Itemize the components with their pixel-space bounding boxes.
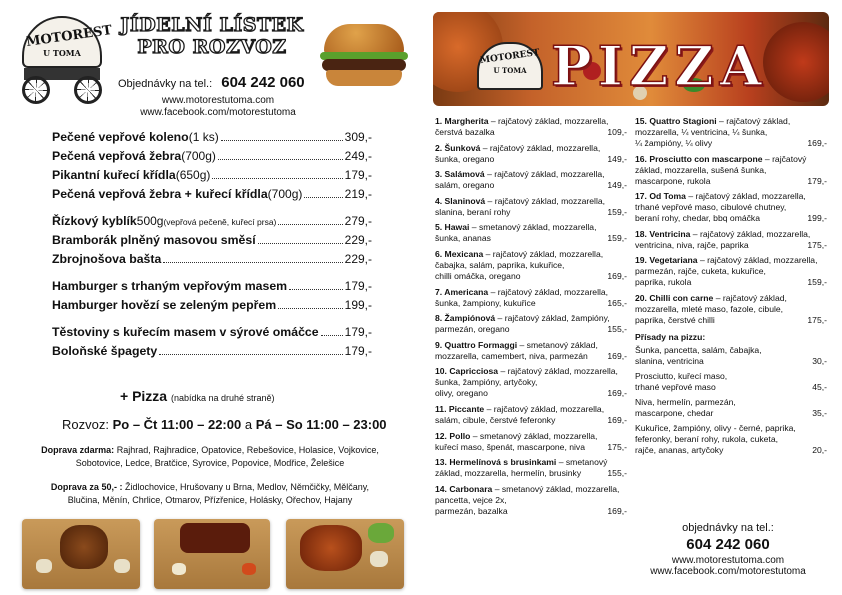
pizza-description: – rajčatový základ, mozzarella, čabajka, salám, paprika, kukuřice, <box>435 248 604 270</box>
menu-item-price: 229,- <box>344 252 372 266</box>
pizza-description-end: mascarpone, rukola <box>635 175 711 186</box>
pizza-column-right <box>635 116 829 460</box>
free-delivery-label: Doprava zdarma: <box>41 445 115 455</box>
pizza-price: 169,- <box>607 505 627 516</box>
motorest-logo <box>16 12 114 108</box>
leader-dots <box>258 243 343 244</box>
pizza-description-end: parmezán, bazalka <box>435 505 508 516</box>
addon-price: 35,- <box>812 407 827 418</box>
pizza-price: 169,- <box>607 414 627 425</box>
pizza-price: 149,- <box>607 153 627 164</box>
wagon-wheel-icon <box>74 76 102 104</box>
pizza-item <box>435 287 629 309</box>
order-phone-line <box>118 74 305 91</box>
pizza-name: 17. Od Toma <box>635 191 686 202</box>
pizza-description: – smetanový základ, mozzarella, <box>469 222 597 233</box>
pizza-item <box>435 196 629 218</box>
pizza-price: 149,- <box>607 180 627 191</box>
menu-item-price: 249,- <box>344 149 372 163</box>
leader-dots <box>159 354 342 355</box>
pizza-item <box>635 255 829 288</box>
paid-delivery-label: Doprava za 50,- : <box>50 482 123 492</box>
menu-item <box>52 279 372 298</box>
wagon-wheel-icon <box>22 76 50 104</box>
menu-item-price: 179,- <box>344 344 372 358</box>
leader-dots <box>304 197 342 198</box>
pizza-description: – rajčatový základ, mozzarella, <box>485 195 606 206</box>
menu-item-note: (vepřová pečeně, kuřecí prsa) <box>163 217 277 227</box>
paid-delivery-info <box>38 481 382 507</box>
pizza-item <box>435 366 629 399</box>
pizza-name: 3. Salámová <box>435 169 485 180</box>
pizza-name: 10. Capricciosa <box>435 366 499 377</box>
pizza-item <box>635 293 829 326</box>
pizza-item <box>435 222 629 244</box>
addon-items-end: slanina, ventricina <box>635 355 704 366</box>
pizza-heading: PIZZA <box>551 34 768 98</box>
addon-items: Prosciutto, kuřecí maso, <box>635 370 728 381</box>
menu-item-name: Zbrojnošova bašta <box>52 252 162 266</box>
pizza-name: 20. Chilli con carne <box>635 292 714 303</box>
hours-prefix: Rozvoz: <box>62 417 109 432</box>
menu-item-name: Boloňské špagety <box>52 344 158 358</box>
pizza-description-end: mozzarella, camembert, niva, parmezán <box>435 350 588 361</box>
logo-small-subtext: U TOMA <box>493 66 527 75</box>
facebook-link[interactable]: www.facebook.com/motorestutoma <box>140 107 296 118</box>
pizza-price: 169,- <box>607 388 627 399</box>
menu-item-price: 179,- <box>344 168 372 182</box>
menu-item <box>52 344 372 363</box>
food-photo-kridla <box>286 519 404 589</box>
pizza-item <box>435 169 629 191</box>
menu-item-name: Řízkový kyblík <box>52 214 137 228</box>
addon-price: 45,- <box>812 381 827 392</box>
menu-item-name: Pečené vepřové koleno <box>52 130 189 144</box>
pizza-description-end: paprika, rukola <box>635 277 692 288</box>
leader-dots <box>212 178 342 179</box>
pizza-item <box>435 457 629 479</box>
pizza-price: 175,- <box>607 441 627 452</box>
title-line-2: PRO ROZVOZ <box>137 36 287 58</box>
pizza-name: 8. Žampiónová <box>435 313 496 324</box>
free-delivery-info <box>38 444 382 470</box>
pizza-description: – rajčatový základ, mozzarella, šunka, žampióny, artyčoky, <box>435 366 618 388</box>
pizza-description: – rajčatový základ, mozzarella, <box>484 403 605 414</box>
addon-items-end: mascarpone, chedar <box>635 407 714 418</box>
title-line-1: JÍDELNÍ LÍSTEK <box>120 14 304 36</box>
menu-item <box>52 298 372 317</box>
addon-items: Niva, hermelín, parmezán, <box>635 396 736 407</box>
pizza-price: 165,- <box>607 297 627 308</box>
pizza-item <box>435 340 629 362</box>
pizza-name: 11. Piccante <box>435 403 485 414</box>
menu-list <box>52 130 372 363</box>
leader-dots <box>278 224 342 225</box>
paid-delivery-places: Židlochovice, Hrušovany u Brna, Medlov, Němčičky, Mělčany, Blučina, Měnín, Chrlice, Otmarov, Přízřenice, Holásky, Ořechov, Hajany <box>67 482 370 505</box>
pizza-item <box>635 116 829 149</box>
pizza-description-end: salám, cibule, čerstvé feferonky <box>435 414 556 425</box>
pizza-description-end: ¼ žampióny, ¼ olivy <box>635 138 713 148</box>
pizza-name: 6. Mexicana <box>435 248 484 259</box>
hours-weekend: Pá – So 11:00 – 23:00 <box>255 417 387 432</box>
menu-item-price: 279,- <box>344 214 372 228</box>
addon-price: 30,- <box>812 355 827 366</box>
menu-item-name: Pečená vepřová žebra + kuřecí křídla <box>52 187 268 201</box>
pizza-description: – rajčatový základ, žampióny, <box>495 313 610 324</box>
website-link[interactable]: www.motorestutoma.com <box>161 95 275 106</box>
pizza-price: 169,- <box>607 350 627 361</box>
addon-price: 20,- <box>812 444 827 455</box>
pizza-name: 2. Šunková <box>435 142 481 153</box>
menu-item-price: 229,- <box>344 233 372 247</box>
menu-title <box>112 14 312 58</box>
pizza-name: 5. Hawai <box>435 222 470 233</box>
pizza-description-end: šunka, oregano <box>435 153 495 164</box>
pizza-price: 159,- <box>807 277 827 288</box>
pizza-description: – rajčatový základ, mozzarella, sušená šunka, <box>635 153 807 175</box>
pizza-description-end: základ, mozzarella, hermelín, brusinky <box>435 468 582 479</box>
pizza-name: 12. Pollo <box>435 430 471 441</box>
pizza-description: – rajčatový základ, mozzarella, <box>690 228 811 239</box>
menu-item-name: Pikantní kuřecí křídla <box>52 168 176 182</box>
pizza-description: – smetanový <box>556 457 608 468</box>
pizza-name: 18. Ventricina <box>635 228 691 239</box>
menu-item-portion: (1 ks) <box>188 130 219 144</box>
pizza-item <box>435 249 629 282</box>
menu-item <box>52 252 372 271</box>
menu-item <box>52 214 372 233</box>
leader-dots <box>321 335 343 336</box>
leader-dots <box>163 262 342 263</box>
leader-dots <box>289 289 343 290</box>
pizza-item <box>435 313 629 335</box>
pizza-item <box>435 404 629 426</box>
logo-text: MOTOREST <box>25 23 114 50</box>
order-label: Objednávky na tel.: <box>118 78 213 90</box>
addon-group <box>635 397 829 419</box>
contact-block <box>631 522 825 577</box>
pizza-description-end: paprika, čerstvé chilli <box>635 314 715 325</box>
pizza-description: – rajčatový základ, mozzarella, ¼ ventricina, ¼ šunka, <box>635 116 791 137</box>
right-page <box>421 0 842 595</box>
pizza-description-end: beraní rohy, chedar, bbq omáčka <box>635 213 761 224</box>
menu-item-price: 199,- <box>344 298 372 312</box>
pizza-name: 9. Quattro Formaggi <box>435 339 518 350</box>
pizza-description: – rajčatový základ, mozzarella, <box>488 116 609 126</box>
pizza-name: 19. Vegetariana <box>635 255 698 266</box>
contact-website[interactable]: www.motorestutoma.com <box>671 555 785 566</box>
menu-item-name: Hamburger s trhaným vepřovým masem <box>52 279 288 293</box>
addon-items-end: rajče, ananas, artyčoky <box>635 444 724 455</box>
food-photo-zebra <box>154 519 270 589</box>
pizza-description: – smetanový základ, <box>517 339 598 350</box>
pizza-description: – rajčatový základ, mozzarella, mleté maso, fazole, cibule, <box>635 292 787 314</box>
pizza-name: 16. Prosciutto con mascarpone <box>635 153 763 164</box>
pizza-description: – smetanový základ, mozzarella, pancetta, vejce 2x, <box>435 483 620 505</box>
menu-item-name: Bramborák plněný masovou směsí <box>52 233 256 247</box>
pizza-item <box>635 229 829 251</box>
menu-item <box>52 168 372 187</box>
pizza-description-end: olivy, oregano <box>435 388 488 399</box>
free-delivery-places: Rajhrad, Rajhradice, Opatovice, Rebešovice, Holasice, Vojkovice, Sobotovice, Ledce, Bratčice, Syrovice, Popovice, Modřice, Želešice <box>75 445 379 468</box>
pizza-item <box>635 191 829 224</box>
pizza-price: 159,- <box>607 206 627 217</box>
plus-pizza-hint: (nabídka na druhé straně) <box>170 393 275 403</box>
pizza-description: – rajčatový základ, mozzarella, parmezán, rajče, cuketa, kukuřice, <box>635 255 818 277</box>
menu-item <box>52 149 372 168</box>
pizza-description-end: šunka, ananas <box>435 233 491 244</box>
hours-weekdays: Po – Čt 11:00 – 22:00 <box>112 417 242 432</box>
addon-items: Kukuřice, žampióny, olivy - černé, paprika, feferonky, beraní rohy, rukola, cuketa, <box>635 422 796 444</box>
menu-item-name: Těstoviny s kuřecím masem v sýrové omáčce <box>52 325 319 339</box>
pizza-item <box>435 484 629 517</box>
menu-item-portion: 500g <box>136 214 164 228</box>
pizza-name: 4. Slaninová <box>435 195 486 206</box>
leader-dots <box>218 159 343 160</box>
pizza-price: 179,- <box>807 175 827 186</box>
addons-title: Přísady na pizzu: <box>635 331 706 342</box>
plus-pizza-label: + Pizza <box>120 388 168 404</box>
food-photo-koleno <box>22 519 140 589</box>
pizza-price: 159,- <box>607 233 627 244</box>
plus-pizza-note <box>120 388 275 404</box>
menu-item-price: 309,- <box>344 130 372 144</box>
menu-item-portion: (700g) <box>267 187 303 201</box>
pizza-description-end: chilli omáčka, oregano <box>435 270 521 281</box>
pizza-description: – smetanový základ, mozzarella, <box>470 430 598 441</box>
burger-photo <box>318 18 410 92</box>
pizza-name: 1. Margherita <box>435 116 489 126</box>
menu-item-price: 179,- <box>344 279 372 293</box>
pizza-description-end: salám, oregano <box>435 180 495 191</box>
pizza-name: 13. Hermelínová s brusinkami <box>435 457 557 468</box>
pizza-name: 14. Carbonara <box>435 483 493 494</box>
pizza-description-end: ventricina, niva, rajče, paprika <box>635 239 749 250</box>
pizza-name: 15. Quattro Stagioni <box>635 116 717 126</box>
pizza-description: – rajčatový základ, mozzarella, <box>480 142 601 153</box>
contact-facebook[interactable]: www.facebook.com/motorestutoma <box>650 566 806 577</box>
pizza-description: – rajčatový základ, mozzarella, <box>484 169 605 180</box>
pizza-price: 169,- <box>607 270 627 281</box>
pizza-description: – rajčatový základ, mozzarella, trhané vepřové maso, cibulové chutney, <box>635 191 806 213</box>
logo-small-text: MOTOREST <box>479 47 541 67</box>
menu-item-portion: (700g) <box>181 149 216 163</box>
addon-items-end: trhané vepřové maso <box>635 381 716 392</box>
pizza-description-end: čerstvá bazalka <box>435 127 495 137</box>
pizza-price: 155,- <box>607 468 627 479</box>
pizza-item <box>435 116 629 138</box>
pizza-column-left <box>435 116 629 521</box>
pizza-name: 7. Americana <box>435 286 489 297</box>
menu-item <box>52 187 372 206</box>
pizza-description-end: slanina, beraní rohy <box>435 206 511 217</box>
pizza-price: 175,- <box>807 239 827 250</box>
pizza-item <box>635 154 829 187</box>
pizza-item <box>435 143 629 165</box>
menu-item-price: 219,- <box>344 187 372 201</box>
phone-number[interactable]: 604 242 060 <box>221 74 305 91</box>
menu-item-portion: (650g) <box>175 168 211 182</box>
pizza-description-end: kuřecí maso, špenát, mascarpone, niva <box>435 441 585 452</box>
menu-item-price: 179,- <box>344 325 372 339</box>
delivery-hours <box>62 417 387 432</box>
leader-dots <box>221 140 343 141</box>
pizza-price: 199,- <box>807 213 827 224</box>
pizza-item <box>435 431 629 453</box>
logo-subtext: U TOMA <box>43 48 81 58</box>
pizza-price: 169,- <box>807 138 827 148</box>
pizza-price: 175,- <box>807 314 827 325</box>
pizza-description: – rajčatový základ, mozzarella, <box>488 286 609 297</box>
pizza-price: 155,- <box>607 324 627 335</box>
contact-phone[interactable]: 604 242 060 <box>686 536 770 553</box>
addon-group <box>635 423 829 456</box>
leader-dots <box>278 308 342 309</box>
hours-and: a <box>244 417 253 432</box>
pizza-description-end: šunka, žampiony, kukuřice <box>435 297 536 308</box>
menu-item <box>52 325 372 344</box>
contact-label: objednávky na tel.: <box>682 522 774 534</box>
menu-item <box>52 233 372 252</box>
menu-item-name: Hamburger hovězí se zeleným pepřem <box>52 298 277 312</box>
addon-items: Šunka, pancetta, salám, čabajka, <box>635 344 762 355</box>
pizza-description-end: parmezán, oregano <box>435 324 510 335</box>
pizza-banner <box>433 12 829 106</box>
addon-group <box>635 345 829 367</box>
menu-item-name: Pečená vepřová žebra <box>52 149 182 163</box>
pizza-price: 109,- <box>607 127 627 137</box>
menu-item <box>52 130 372 149</box>
addon-group <box>635 371 829 393</box>
